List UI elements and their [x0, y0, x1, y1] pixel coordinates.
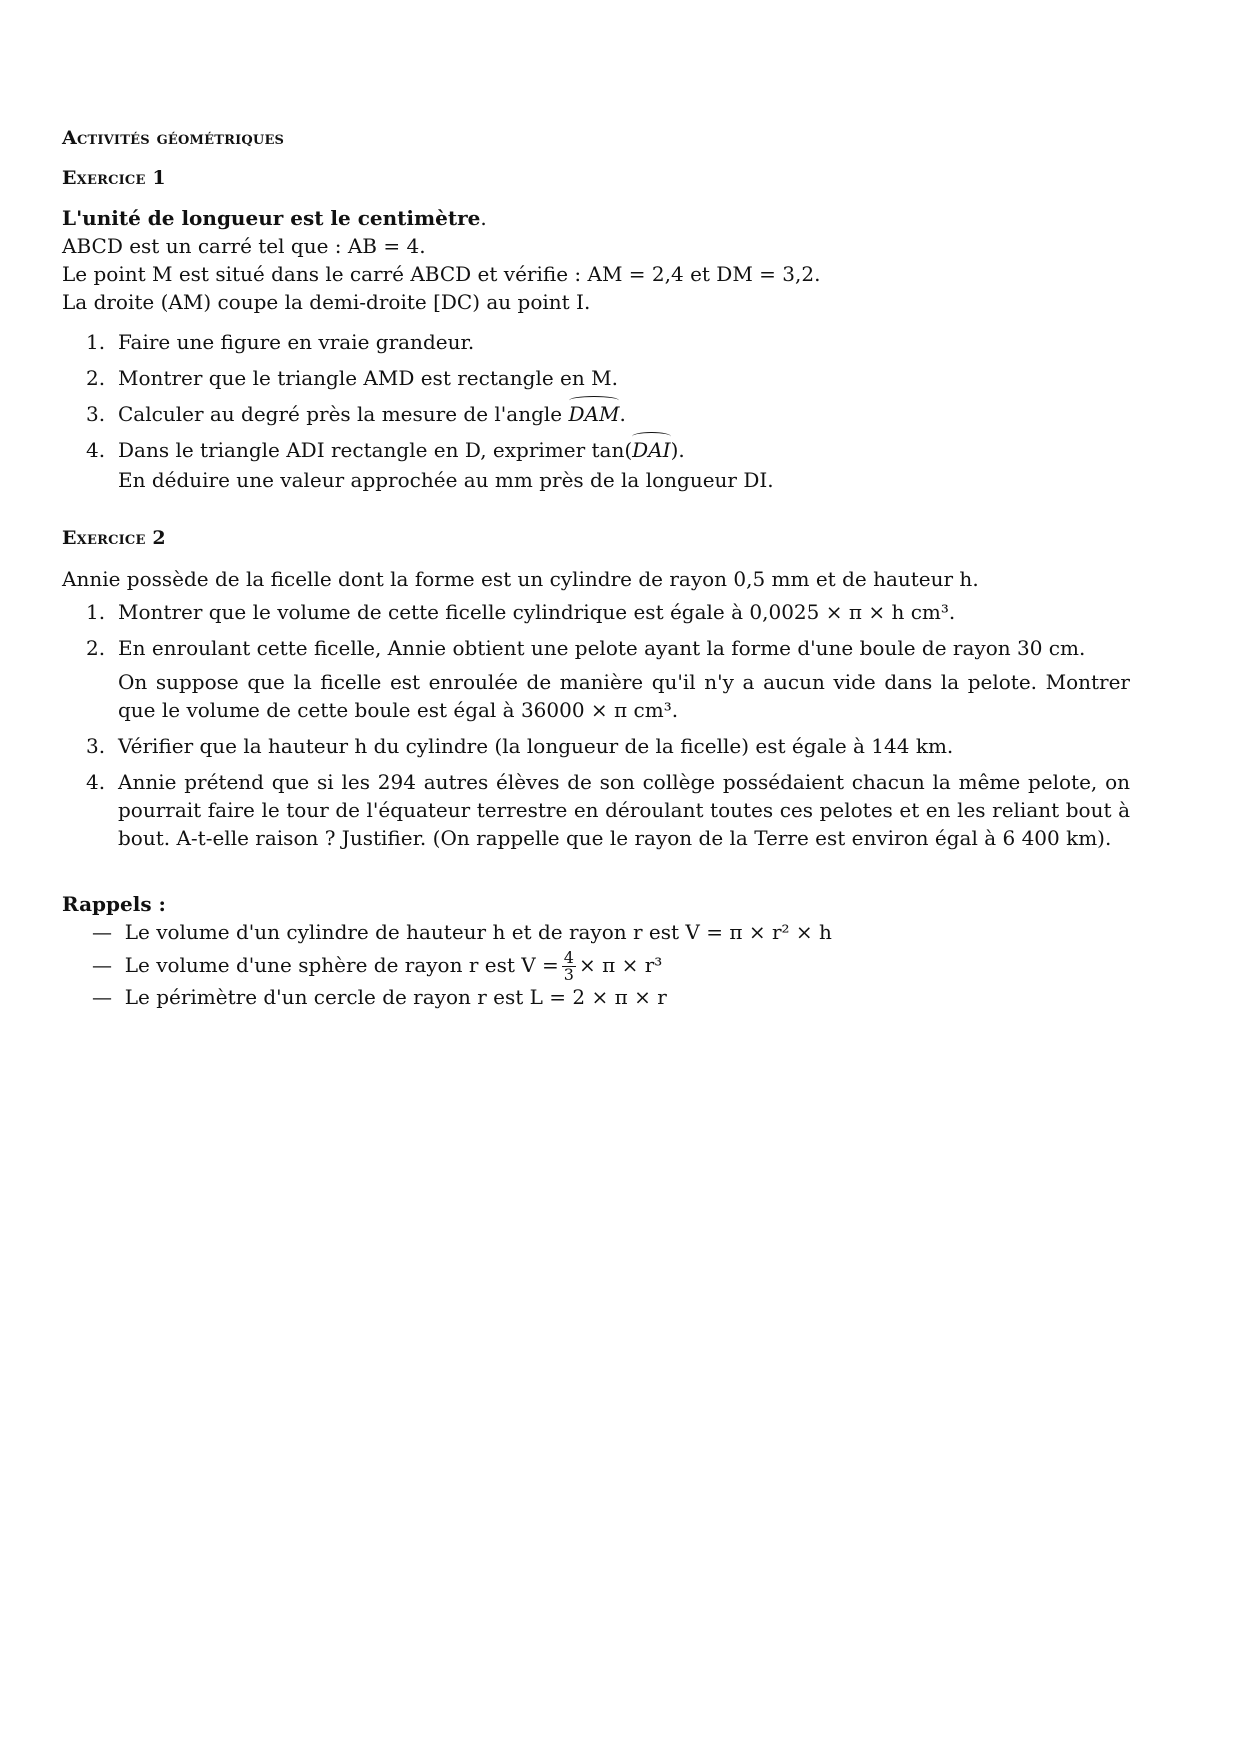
question-item: 1. Faire une figure en vraie grandeur. [86, 330, 475, 354]
question-item: 3. Calculer au degré près la mesure de l'angle DAM. [86, 402, 626, 426]
rappels-section [62, 890, 1130, 1011]
question-item: 2. Montrer que le triangle AMD est rectangle en M. [86, 366, 618, 390]
question-item: 4. Dans le triangle ADI rectangle en D, exprimer tan(DAI). En déduire une valeur approchée au mm près de la longueur DI. [86, 438, 774, 492]
intro-line: ABCD est un carré tel que : AB = 4. [62, 234, 426, 258]
exercise1-intro [62, 204, 1130, 316]
exercise2-questions [62, 598, 1130, 860]
unit-statement: L'unité de longueur est le centimètre. [62, 206, 487, 230]
rappel-perimeter: — Le périmètre d'un cercle de rayon r est L = 2 × π × r [92, 985, 667, 1009]
exercise2-title: Exercice 2 [62, 527, 166, 549]
angle-dam: DAM [568, 402, 620, 426]
intro-line: Le point M est situé dans le carré ABCD et vérifie : AM = 2,4 et DM = 3,2. [62, 262, 821, 286]
rappel-cylinder: — Le volume d'un cylindre de hauteur h et de rayon r est V = π × r² × h [92, 920, 832, 944]
exercise1-title: Exercice 1 [62, 167, 166, 189]
exercise2-intro: Annie possède de la ficelle dont la forme est un cylindre de rayon 0,5 mm et de hauteur h. [62, 567, 979, 591]
exercise1-questions [62, 328, 1130, 502]
question-item: 3. Vérifier que la hauteur h du cylindre (la longueur de la ficelle) est égale à 144 km. [86, 734, 954, 758]
rappel-sphere: — Le volume d'une sphère de rayon r est V = $\frac{4}{3}$ × π × r³ [92, 948, 663, 984]
question-item: 1. Montrer que le volume de cette ficelle cylindrique est égale à 0,0025 × π × h cm³. [86, 600, 956, 624]
angle-dai: DAI [632, 438, 671, 462]
intro-line: La droite (AM) coupe la demi-droite [DC) au point I. [62, 290, 591, 314]
section-title: Activités géométriques [62, 127, 285, 149]
question-item: 2. En enroulant cette ficelle, Annie obtient une pelote ayant la forme d'une boule de rayon 30 cm. On suppose que la ficelle est enroulée de manière qu'il n'y a aucun vide dans la pelote. Montrer que le volume de cette boule est égal à 36000 × π cm³. [86, 636, 1130, 722]
fraction-four-thirds: $\frac{4}{3}$ [563, 948, 574, 984]
question-paragraph: On suppose que la ficelle est enroulée de manière qu'il n'y a aucun vide dans la pelote. Montrer que le volume de cette boule est égal à 36000 × π cm³. [118, 670, 1130, 722]
question-item: 4. Annie prétend que si les 294 autres élèves de son collège possédaient chacun la même pelote, on pourrait faire le tour de l'équateur terrestre en déroulant toutes ces pelotes et en les reliant bout à bout. A-t-elle raison ? Justifier. (On rappelle que le rayon de la Terre est environ égal à 6 400 km). [86, 770, 1130, 850]
rappels-title: Rappels : [62, 892, 166, 916]
